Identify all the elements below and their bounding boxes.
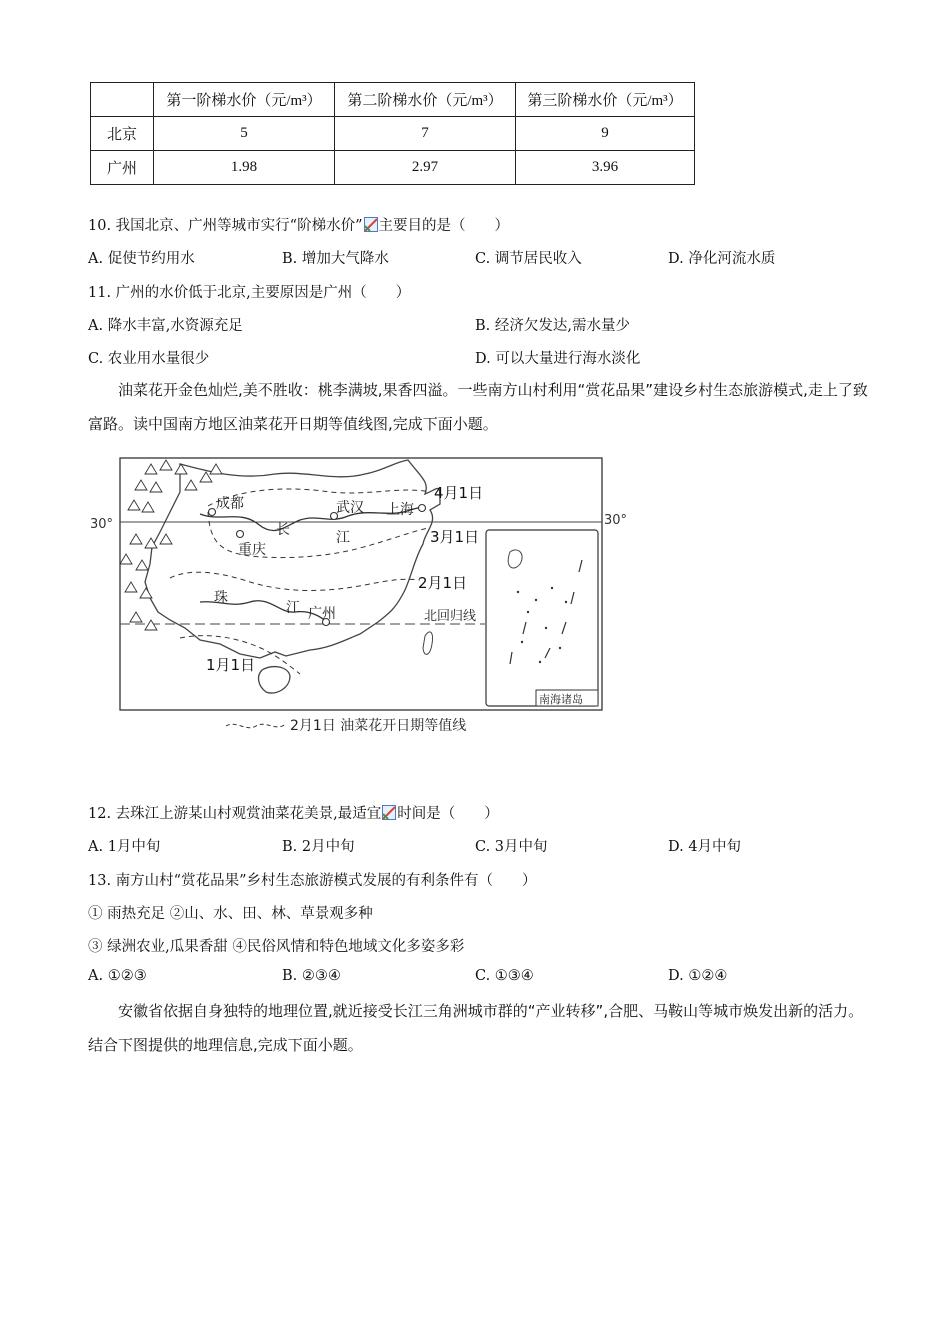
city-label: 重庆 xyxy=(238,542,266,558)
header-tier2: 第二阶梯水价（元/m³） xyxy=(335,83,516,117)
isoline-label: 4月1日 xyxy=(434,484,484,502)
row-tier2: 7 xyxy=(335,117,516,151)
row-tier2: 2.97 xyxy=(335,151,516,185)
q11-option-c[interactable]: C. 农业用水量很少 xyxy=(88,351,210,367)
q13-statement-line-2: ③ 绿洲农业,瓜果香甜 ④民俗风情和特色地域文化多姿多彩 xyxy=(88,939,465,955)
q12-option-b[interactable]: B. 2月中旬 xyxy=(282,839,355,855)
row-city: 广州 xyxy=(91,151,154,185)
q13-statement-line-1: ① 雨热充足 ②山、水、田、林、草景观多种 xyxy=(88,906,373,922)
lat-label-right: 30° xyxy=(604,513,628,528)
inset-label: 南海诸岛 xyxy=(539,693,583,706)
q10-option-c[interactable]: C. 调节居民收入 xyxy=(475,251,582,267)
row-tier3: 9 xyxy=(516,117,695,151)
q11-option-d[interactable]: D. 可以大量进行海水淡化 xyxy=(475,351,641,367)
water-price-table xyxy=(90,82,695,185)
question-11-stem: 11. 广州的水价低于北京,主要原因是广州（ ） xyxy=(88,285,411,301)
q13-option-a[interactable]: A. ①②③ xyxy=(88,968,147,984)
q10-option-d[interactable]: D. 净化河流水质 xyxy=(668,251,776,267)
q13-option-d[interactable]: D. ①②④ xyxy=(668,968,728,984)
city-label: 武汉 xyxy=(336,500,364,516)
legend-isoline-swatch xyxy=(226,724,286,728)
isoline-label: 2月1日 xyxy=(418,574,468,592)
row-tier1: 5 xyxy=(154,117,335,151)
river-label: 珠 xyxy=(214,590,228,606)
q13-option-c[interactable]: C. ①③④ xyxy=(475,968,534,984)
passage-rapeseed: 油菜花开金色灿烂,美不胜收：桃李满坡,果香四溢。一些南方山村利用“赏花品果”建设乡村生态旅游模式,走上了致富路。读中国南方地区油菜花开日期等值线图,完成下面小题。 xyxy=(88,381,868,433)
question-10-stem: 10. 我国北京、广州等城市实行“阶梯水价” 主要目的是（ ） xyxy=(88,218,509,234)
city-label: 成都 xyxy=(216,496,244,512)
broken-image-icon xyxy=(364,217,378,232)
city-label: 上海 xyxy=(386,502,414,518)
row-tier3: 3.96 xyxy=(516,151,695,185)
q10-option-a[interactable]: A. 促使节约用水 xyxy=(88,251,195,267)
south-china-sea-inset xyxy=(486,530,598,706)
q13-option-b[interactable]: B. ②③④ xyxy=(282,968,341,984)
river-label: 江 xyxy=(336,530,350,546)
table-row xyxy=(91,151,695,185)
river-label: 江 xyxy=(286,600,300,616)
question-12-stem: 12. 去珠江上游某山村观赏油菜花美景,最适宜 时间是（ ） xyxy=(88,806,499,822)
table-header-row xyxy=(91,83,695,117)
isoline-label: 3月1日 xyxy=(430,528,480,546)
header-tier3: 第三阶梯水价（元/m³） xyxy=(516,83,695,117)
q12-option-d[interactable]: D. 4月中旬 xyxy=(668,839,742,855)
tropic-label: 北回归线 xyxy=(424,609,477,624)
question-13-stem: 13. 南方山村“赏花品果”乡村生态旅游模式发展的有利条件有（ ） xyxy=(88,873,537,889)
q12-option-a[interactable]: A. 1月中旬 xyxy=(88,839,161,855)
q11-option-a[interactable]: A. 降水丰富,水资源充足 xyxy=(88,318,243,334)
q12-option-c[interactable]: C. 3月中旬 xyxy=(475,839,548,855)
broken-image-icon xyxy=(382,805,396,820)
rapeseed-bloom-map xyxy=(90,452,650,742)
row-tier1: 1.98 xyxy=(154,151,335,185)
q11-option-b[interactable]: B. 经济欠发达,需水量少 xyxy=(475,318,630,334)
city-label: 广州 xyxy=(308,606,336,622)
table-corner xyxy=(91,83,154,117)
passage-anhui: 安徽省依据自身独特的地理位置,就近接受长江三角洲城市群的“产业转移”,合肥、马鞍山等城市焕发出新的活力。结合下图提供的地理信息,完成下面小题。 xyxy=(88,1002,864,1054)
row-city: 北京 xyxy=(91,117,154,151)
q10-option-b[interactable]: B. 增加大气降水 xyxy=(282,251,389,267)
lat-label-left: 30° xyxy=(90,517,114,532)
isoline-label: 1月1日 xyxy=(206,656,256,674)
river-label: 长 xyxy=(276,522,290,538)
table-row xyxy=(91,117,695,151)
legend-label: 2月1日 油菜花开日期等值线 xyxy=(290,718,467,734)
header-tier1: 第一阶梯水价（元/m³） xyxy=(154,83,335,117)
